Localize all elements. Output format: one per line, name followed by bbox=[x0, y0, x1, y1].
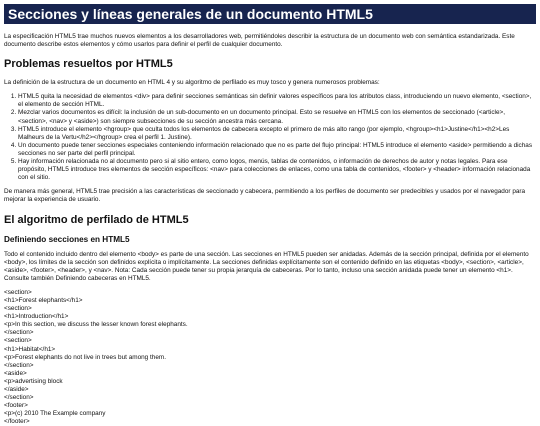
list-item: 1. HTML5 quita la necesidad de elementos <div> para definir secciones semánticas sin definir valores específicos para los atributos class, introduciendo un nuevo elemento, <section>, el elemento de sección HTML. bbox=[18, 93, 536, 109]
problems-intro-paragraph: La definición de la estructura de un documento en HTML 4 y su algoritmo de perfilado es muy tosco y genera numerosos problemas: bbox=[4, 79, 380, 87]
section-heading-problems: Problemas resueltos por HTML5 bbox=[4, 58, 173, 71]
problems-summary-paragraph: De manera más general, HTML5 trae precisión a las características de seccionado y cabecera, permitiendo a los perfiles de documento ser predecibles y usados por el navegador para mejorar la experiencia de usuario. bbox=[4, 188, 526, 204]
list-item: 3. HTML5 introduce el elemento <hgroup> que oculta todos los elementos de cabecera excepto el primero de más alto rango (por ejemplo, <hgroup><h1>Justine</h1><h2>Les Malheurs de la Vertu</h2></hgroup> crea el perfil 1. Justine). bbox=[18, 126, 536, 142]
list-item: 2. Mezclar varios documentos es difícil: la inclusión de un sub-documento en un documento principal. Esto se resuelve en HTML5 con los elementos de seccionado (<article>, <section>, <nav> y <aside>) son siempre subsecciones de su sección ancestra más cercana. bbox=[18, 109, 536, 125]
code-example: <section> <h1>Forest elephants</h1> <section> <h1>Introduction</h1> <p>In this section, we discuss the lesser known forest elephants. </section> <section> <h1>Habitat</h1> <p>Forest elephants do not live in trees but among them. </section> <aside> <p>advertising block </aside> </section> <footer> <p>(c) 2010 The Example company </footer> bbox=[4, 288, 188, 426]
intro-paragraph: La especificación HTML5 trae muchos nuevos elementos a los desarrolladores web, permitiéndoles describir la estructura de un documento web con semántica estandarizada. Este documento describe estos elementos y cómo usarlos para definir el perfil de cualquier documento. bbox=[4, 33, 515, 49]
sections-paragraph: Todo el contenido incluido dentro del elemento <body> es parte de una sección. Las secciones en HTML5 pueden ser anidadas. Además de la sección principal, definida por el elemento <body>, los límites de la sección son definidos explícita o implícitamente. La secciones definidas explícitamente son el contenido definido en las etiquetas <body>, <section>, <article>, <aside>, <footer>, <header>, y <nav>. Nota: Cada sección puede tener su propia jerarquía de cabeceras. Por lo tanto, incluso una sección anidada puede tener un elemento <h1>. Consulte también Definiendo cabeceras en HTML5. bbox=[4, 250, 529, 282]
list-item: 5. Hay información relacionada no al documento pero si al sitio entero, como logos, menús, tablas de contenidos, o información de derechos de autor y notas legales. Para ese propósito, HTML5 introduce tres elementos de sección específicos: <nav> para colecciones de enlaces, como una tabla de contenidos, <footer> y <header> información relacionada con el sitio. bbox=[18, 158, 536, 182]
section-heading-algorithm: El algoritmo de perfilado de HTML5 bbox=[4, 213, 189, 226]
list-item: 4. Un documento puede tener secciones especiales conteniendo información relacionado que no es parte del flujo principal: HTML5 introduce el elemento <aside> permitiendo a dichas secciones no ser parte del perfil principal. bbox=[18, 142, 536, 158]
page-title: Secciones y líneas generales de un documento HTML5 bbox=[4, 4, 536, 24]
subsection-heading-defining-sections: Definiendo secciones en HTML5 bbox=[4, 234, 130, 244]
problems-list bbox=[4, 93, 536, 182]
